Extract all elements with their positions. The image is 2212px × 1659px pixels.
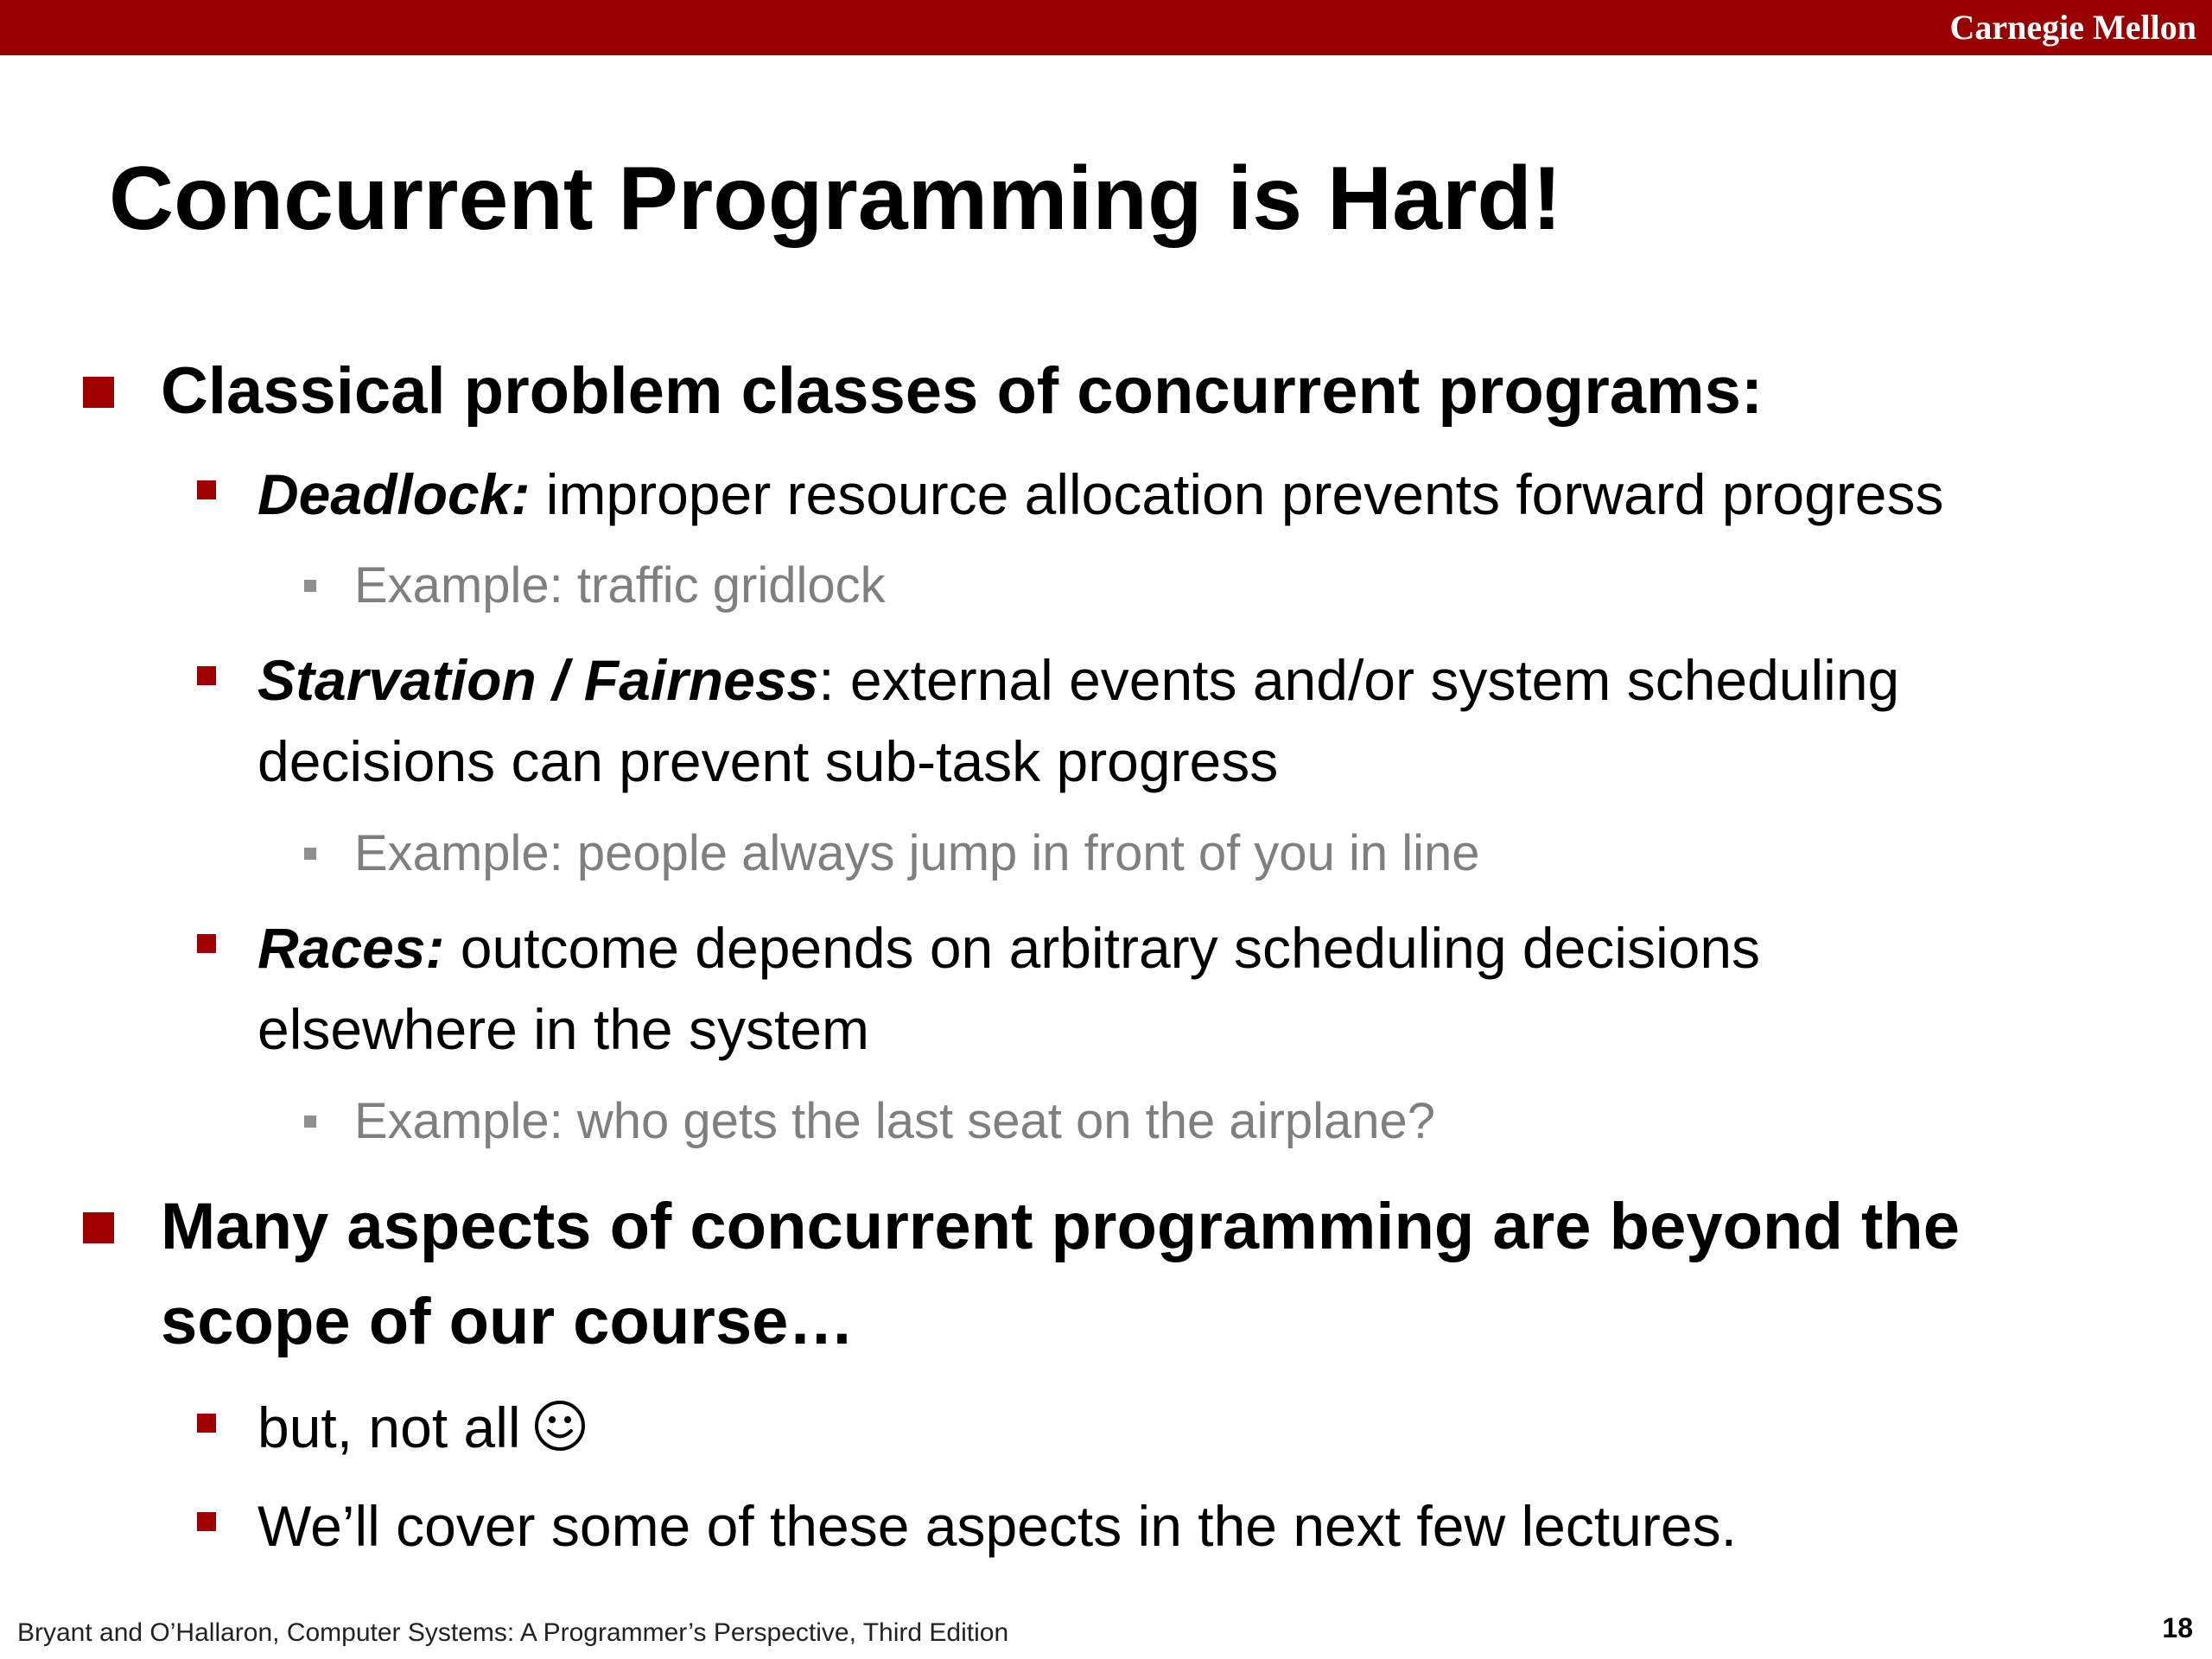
brand-logo-text: Carnegie Mellon (1949, 8, 2196, 47)
sub-bullet-icon (197, 1512, 216, 1531)
header-bar (0, 0, 2212, 55)
example-races: Example: who gets the last seat on the airplane? (354, 1093, 1435, 1149)
example-starvation: Example: people always jump in front of you in line (354, 825, 1480, 881)
sub-bullet-races (257, 907, 1760, 988)
sub-bullet-icon (197, 934, 216, 953)
sub-bullet-next-lectures: We’ll cover some of these aspects in the next few lectures. (257, 1494, 1737, 1558)
slide-title: Concurrent Programming is Hard! (109, 149, 1562, 249)
starvation-description-line2: decisions can prevent sub-task progress (257, 729, 1279, 793)
smiley-icon (533, 1399, 587, 1452)
bullet-many-aspects-line1: Many aspects of concurrent programming are beyond the (161, 1190, 1960, 1263)
sub-bullet-starvation (257, 639, 1899, 721)
example-deadlock: Example: traffic gridlock (354, 557, 886, 613)
sub-bullet-icon (197, 666, 216, 685)
sub-bullet-not-all (257, 1387, 587, 1468)
term-deadlock: Deadlock: (257, 462, 531, 526)
races-description-line2: elsewhere in the system (257, 997, 869, 1061)
sub-bullet-deadlock (257, 454, 1944, 535)
starvation-description-line1: : external events and/or system scheduling (818, 648, 1900, 712)
term-starvation-fairness: Starvation / Fairness (257, 648, 819, 712)
bullet-classical-problems: Classical problem classes of concurrent programs: (161, 354, 1764, 428)
deadlock-description: improper resource allocation prevents forward progress (530, 462, 1944, 526)
term-races: Races: (257, 916, 445, 980)
bullet-square-icon (83, 377, 114, 408)
footer-citation: Bryant and O’Hallaron, Computer Systems: A Programmer’s Perspective, Third Edition (17, 1618, 1009, 1647)
races-description-line1: outcome depends on arbitrary scheduling decisions (444, 916, 1761, 980)
sub-bullet-icon (197, 1414, 216, 1433)
sub-bullet-icon (197, 480, 216, 499)
not-all-text: but, not all (257, 1395, 521, 1459)
page-number: 18 (2162, 1612, 2193, 1643)
example-bullet-icon (304, 1116, 316, 1128)
bullet-many-aspects-line2: scope of our course… (161, 1285, 855, 1358)
bullet-square-icon (83, 1212, 114, 1243)
example-bullet-icon (304, 848, 316, 860)
example-bullet-icon (304, 580, 316, 592)
